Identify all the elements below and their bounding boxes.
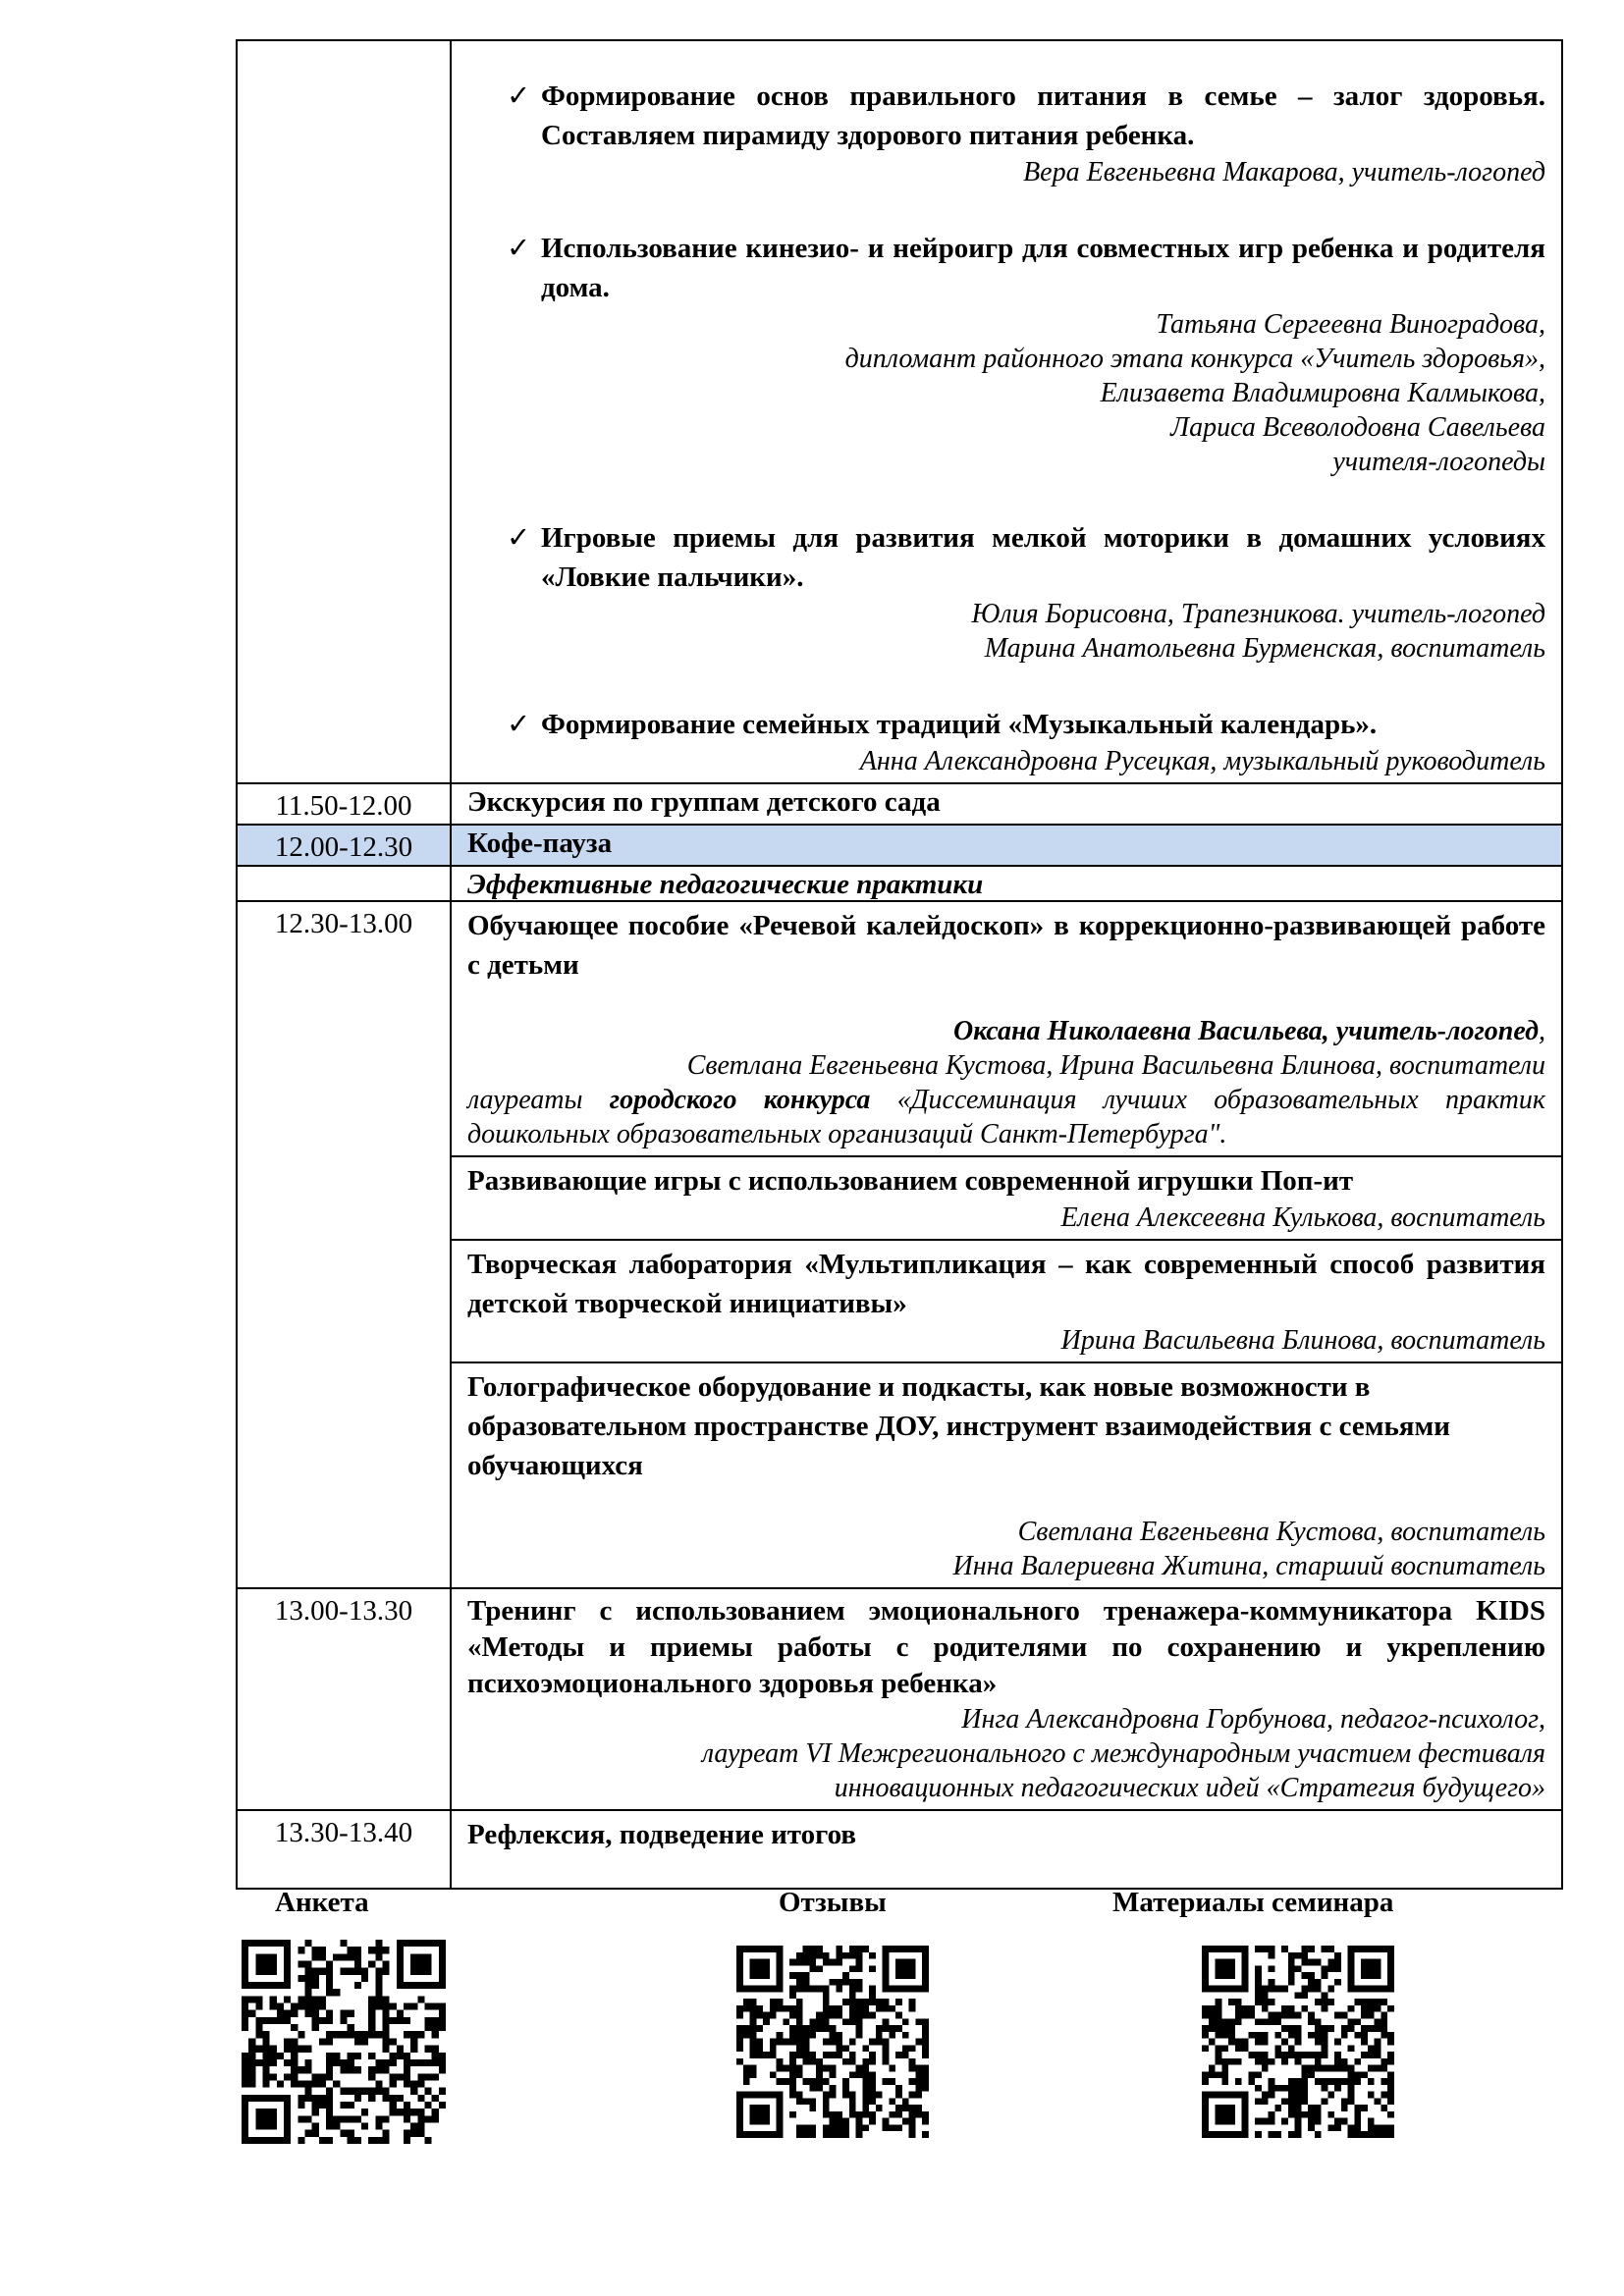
time-cell: 11.50-12.00 — [237, 783, 451, 825]
list-item — [467, 705, 1545, 778]
practice-cell — [451, 1240, 1562, 1362]
continuation-row — [237, 40, 1562, 783]
program-table — [236, 39, 1563, 1890]
item-author: учителя-логопеды — [1332, 447, 1545, 477]
excursion-row — [237, 783, 1562, 825]
practice-row — [237, 901, 1562, 1156]
training-row — [237, 1588, 1562, 1810]
item-author: дипломант районного этапа конкурса «Учитель здоровья», — [844, 344, 1545, 374]
practice-author: Инна Валериевна Житина, старший воспитатель — [952, 1551, 1545, 1581]
item-title: Формирование основ правильного питания в семье – залог здоровья. Составляем пирамиду здорового питания ребенка. — [541, 80, 1545, 151]
qr-code-icon[interactable] — [1202, 1946, 1394, 2138]
item-title: Использование кинезио- и нейроигр для совместных игр ребенка и родителя дома. — [541, 233, 1545, 303]
practice-author: Светлана Евгеньевна Кустова, воспитатель — [1017, 1517, 1545, 1547]
section-title: Эффективные педагогические практики — [451, 866, 1562, 901]
practice-title: Голографическое оборудование и подкасты, как новые возможности в образовательном пространстве ДОУ, инструмент взаимодействия с семьями обучающихся — [467, 1371, 1450, 1481]
checkmark-icon: ✓ — [507, 520, 531, 554]
reflection-row — [237, 1810, 1562, 1889]
training-author: лауреат VI Межрегионального с международным участием фестиваля — [701, 1738, 1545, 1769]
section-header-row — [237, 866, 1562, 901]
qr-code-icon[interactable] — [242, 1940, 446, 2144]
item-author: Татьяна Сергеевна Виноградова, — [1156, 309, 1545, 340]
training-author: инновационных педагогических идей «Стратегия будущего» — [834, 1773, 1545, 1803]
training-author: Инга Александровна Горбунова, педагог-психолог, — [961, 1704, 1545, 1735]
training-cell — [451, 1588, 1562, 1810]
item-author: Марина Анатольевна Бурменская, воспитатель — [984, 633, 1545, 664]
item-title: Игровые приемы для развития мелкой моторики в домашних условиях «Ловкие пальчики». — [541, 522, 1545, 593]
item-author: Юлия Борисовна, Трапезникова. учитель-логопед — [971, 599, 1545, 629]
practice-cell — [451, 1362, 1562, 1588]
practice-cell — [451, 901, 1562, 1156]
workshop-list — [451, 40, 1562, 783]
time-cell: 13.00-13.30 — [237, 1588, 451, 1810]
laureate-note: лауреаты городского конкурса «Диссеминация лучших образовательных практик дошкольных образовательных организаций Санкт-Петербурга". — [467, 1085, 1545, 1149]
qr-section — [236, 1885, 1561, 2160]
practice-title: Развивающие игры с использованием современной игрушки Поп-ит — [467, 1165, 1354, 1197]
practice-title: Обучающее пособие «Речевой калейдоскоп» в коррекционно-развивающей работе с детьми — [467, 910, 1545, 981]
qr-label-materials: Материалы семинара — [1112, 1887, 1394, 1918]
time-cell-empty — [237, 866, 451, 901]
item-author: Лариса Всеволодовна Савельева — [1170, 412, 1545, 443]
checkmark-icon: ✓ — [507, 707, 531, 740]
practice-cell — [451, 1156, 1562, 1240]
practice-title: Творческая лаборатория «Мультипликация – как современный способ развития детской творческой инициативы» — [467, 1249, 1545, 1319]
time-cell: 12.30-13.00 — [237, 901, 451, 1588]
item-author: Вера Евгеньевна Макарова, учитель-логопед — [1023, 157, 1545, 187]
session-title: Экскурсия по группам детского сада — [451, 783, 1562, 825]
coffee-break-row — [237, 825, 1562, 866]
item-title: Формирование семейных традиций «Музыкальный календарь». — [541, 709, 1378, 740]
list-item — [467, 77, 1545, 189]
list-item — [467, 229, 1545, 479]
time-cell: 12.00-12.30 — [237, 825, 451, 866]
practice-author: Светлана Евгеньевна Кустова, Ирина Васильевна Блинова, воспитатели — [686, 1050, 1545, 1081]
practice-author-lead: Оксана Николаевна Васильева, учитель-логопед, — [952, 1016, 1545, 1046]
practice-author: Ирина Васильевна Блинова, воспитатель — [1060, 1325, 1545, 1356]
time-cell: 13.30-13.40 — [237, 1810, 451, 1889]
checkmark-icon: ✓ — [507, 79, 531, 112]
time-cell-empty — [237, 40, 451, 783]
practice-author: Елена Алексеевна Кулькова, воспитатель — [1060, 1202, 1545, 1233]
training-title: Тренинг с использованием эмоционального тренажера-коммуникатора KIDS «Методы и приемы работы с родителями по сохранению и укреплению психоэмоционального здоровья ребенка» — [467, 1595, 1545, 1699]
qr-label-reviews: Отзывы — [779, 1887, 887, 1918]
checkmark-icon: ✓ — [507, 231, 531, 264]
session-title: Рефлексия, подведение итогов — [451, 1810, 1562, 1889]
list-item — [467, 518, 1545, 666]
item-author: Анна Александровна Русецкая, музыкальный руководитель — [859, 746, 1545, 776]
session-title: Кофе-пауза — [451, 825, 1562, 866]
item-author: Елизавета Владимировна Калмыкова, — [1100, 378, 1545, 408]
qr-label-survey: Анкета — [275, 1887, 369, 1918]
qr-code-icon[interactable] — [736, 1946, 929, 2138]
